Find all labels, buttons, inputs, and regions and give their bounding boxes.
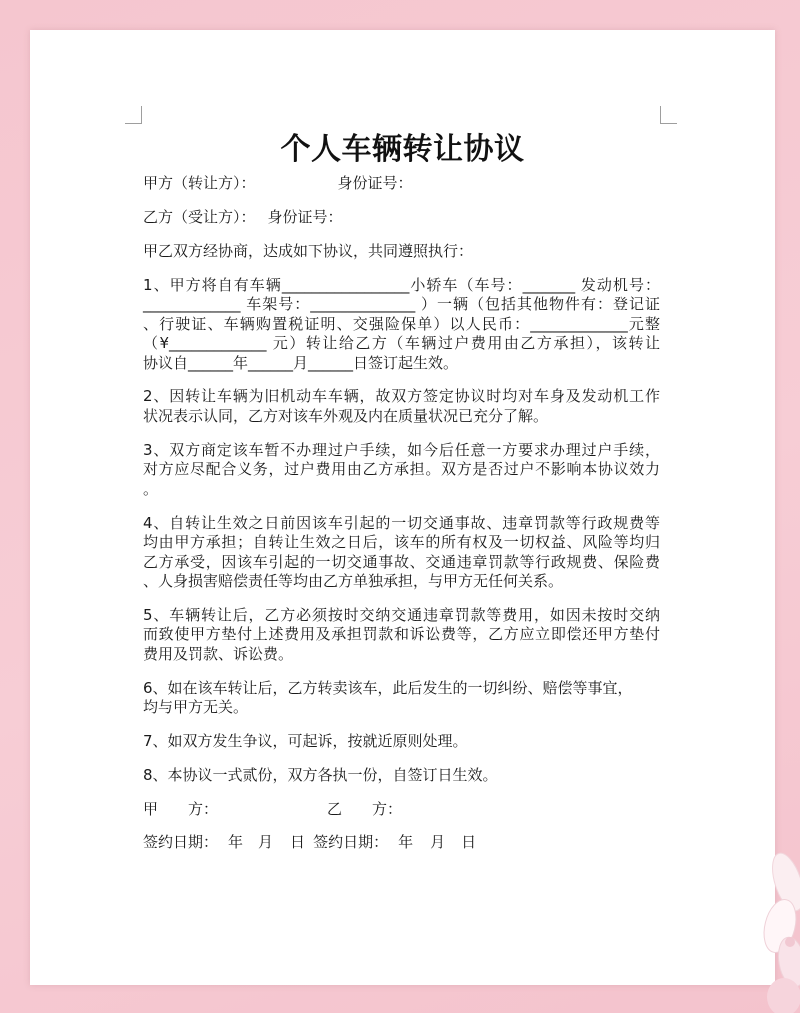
signing-date-label: 签约日期： bbox=[143, 833, 219, 852]
party-a-id-label: 身份证号： bbox=[337, 174, 413, 193]
flower-decoration bbox=[740, 840, 800, 1013]
clause-line: 状况表示认同，乙方对该车外观及内在质量状况已充分了解。 bbox=[143, 406, 549, 425]
clause-4 bbox=[143, 514, 660, 592]
date-month: 月 bbox=[430, 833, 446, 852]
party-b-signature-label: 乙 方： bbox=[327, 799, 403, 818]
clause-line: 5、车辆转让后，乙方必须按时交纳交通违章罚款等费用，如因未按时交纳 bbox=[143, 605, 660, 624]
clause-1 bbox=[143, 276, 660, 374]
clause-line: 协议自______年______月______日签订起生效。 bbox=[143, 353, 459, 372]
clause-line: 费用及罚款、诉讼费。 bbox=[143, 644, 294, 663]
date-day: 日 bbox=[461, 833, 477, 852]
clause-3 bbox=[143, 441, 660, 500]
clause-line: 均与甲方无关。 bbox=[143, 698, 249, 717]
clause-8 bbox=[143, 766, 660, 786]
clause-line: 而致使甲方垫付上述费用及承担罚款和诉讼费等，乙方应立即偿还甲方垫付 bbox=[143, 625, 660, 644]
date-year: 年 bbox=[228, 833, 244, 852]
clause-line: 2、因转让车辆为旧机动车车辆，故双方签定协议时均对车身及发动机工作 bbox=[143, 387, 660, 406]
document-body bbox=[143, 174, 660, 853]
clause-line: 、人身损害赔偿责任等均由乙方单独承担，与甲方无任何关系。 bbox=[143, 572, 564, 591]
signing-date-label: 签约日期： bbox=[313, 833, 389, 852]
clause-line: 均由甲方承担；自转让生效之日后，该车的所有权及一切权益、风险等均归 bbox=[143, 533, 660, 552]
clause-line: 对方应尽配合义务，过户费用由乙方承担。双方是否过户不影响本协议效力 bbox=[143, 460, 660, 479]
party-b-id-label: 身份证号： bbox=[267, 208, 343, 227]
party-a-label: 甲方（转让方）： bbox=[143, 174, 256, 193]
date-month: 月 bbox=[258, 833, 274, 852]
date-year: 年 bbox=[398, 833, 414, 852]
signature-line bbox=[143, 800, 660, 820]
clause-line: 4、自转让生效之日前因该车引起的一切交通事故、违章罚款等行政规费等 bbox=[143, 513, 660, 532]
corner-mark-top-right bbox=[660, 106, 677, 124]
intro-text: 甲乙双方经协商，达成如下协议，共同遵照执行： bbox=[143, 241, 474, 260]
clause-line: _____________ 车架号：______________ ）一辆（包括其他物件有：登记证 bbox=[143, 295, 660, 314]
party-b-label: 乙方（受让方）： bbox=[143, 208, 256, 227]
signing-date-line bbox=[143, 833, 660, 853]
clause-line: 、行驶证、车辆购置税证明、交强险保单）以人民币：_____________元整 bbox=[143, 314, 660, 333]
clause-line: 3、双方商定该车暂不办理过户手续，如今后任意一方要求办理过户手续， bbox=[143, 440, 660, 459]
clause-line: 7、如双方发生争议，可起诉，按就近原则处理。 bbox=[143, 731, 468, 750]
corner-mark-top-left bbox=[125, 106, 142, 124]
document-title: 个人车辆转让协议 bbox=[280, 132, 525, 167]
party-a-line bbox=[143, 174, 660, 194]
party-a-signature-label: 甲 方： bbox=[143, 799, 219, 818]
clause-line: 。 bbox=[143, 479, 159, 498]
clause-5 bbox=[143, 606, 660, 665]
clause-7 bbox=[143, 732, 660, 752]
clause-line: 8、本协议一式贰份，双方各执一份，自签订日生效。 bbox=[143, 765, 498, 784]
clause-line: （¥_____________ 元）转让给乙方（车辆过户费用由乙方承担），该转让 bbox=[143, 334, 660, 353]
clause-2 bbox=[143, 387, 660, 426]
date-day: 日 bbox=[290, 833, 306, 852]
party-b-line bbox=[143, 208, 660, 228]
clause-line: 6、如在该车转让后，乙方转卖该车，此后发生的一切纠纷、赔偿等事宜， bbox=[143, 678, 633, 697]
clause-line: 乙方承受，因该车引起的一切交通事故、交通违章罚款等行政规费、保险费 bbox=[143, 552, 660, 571]
document-page bbox=[30, 30, 775, 985]
clause-line: 1、甲方将自有车辆_________________小轿车（车号：_______ 发动机号： bbox=[143, 275, 660, 294]
clause-6 bbox=[143, 679, 660, 718]
